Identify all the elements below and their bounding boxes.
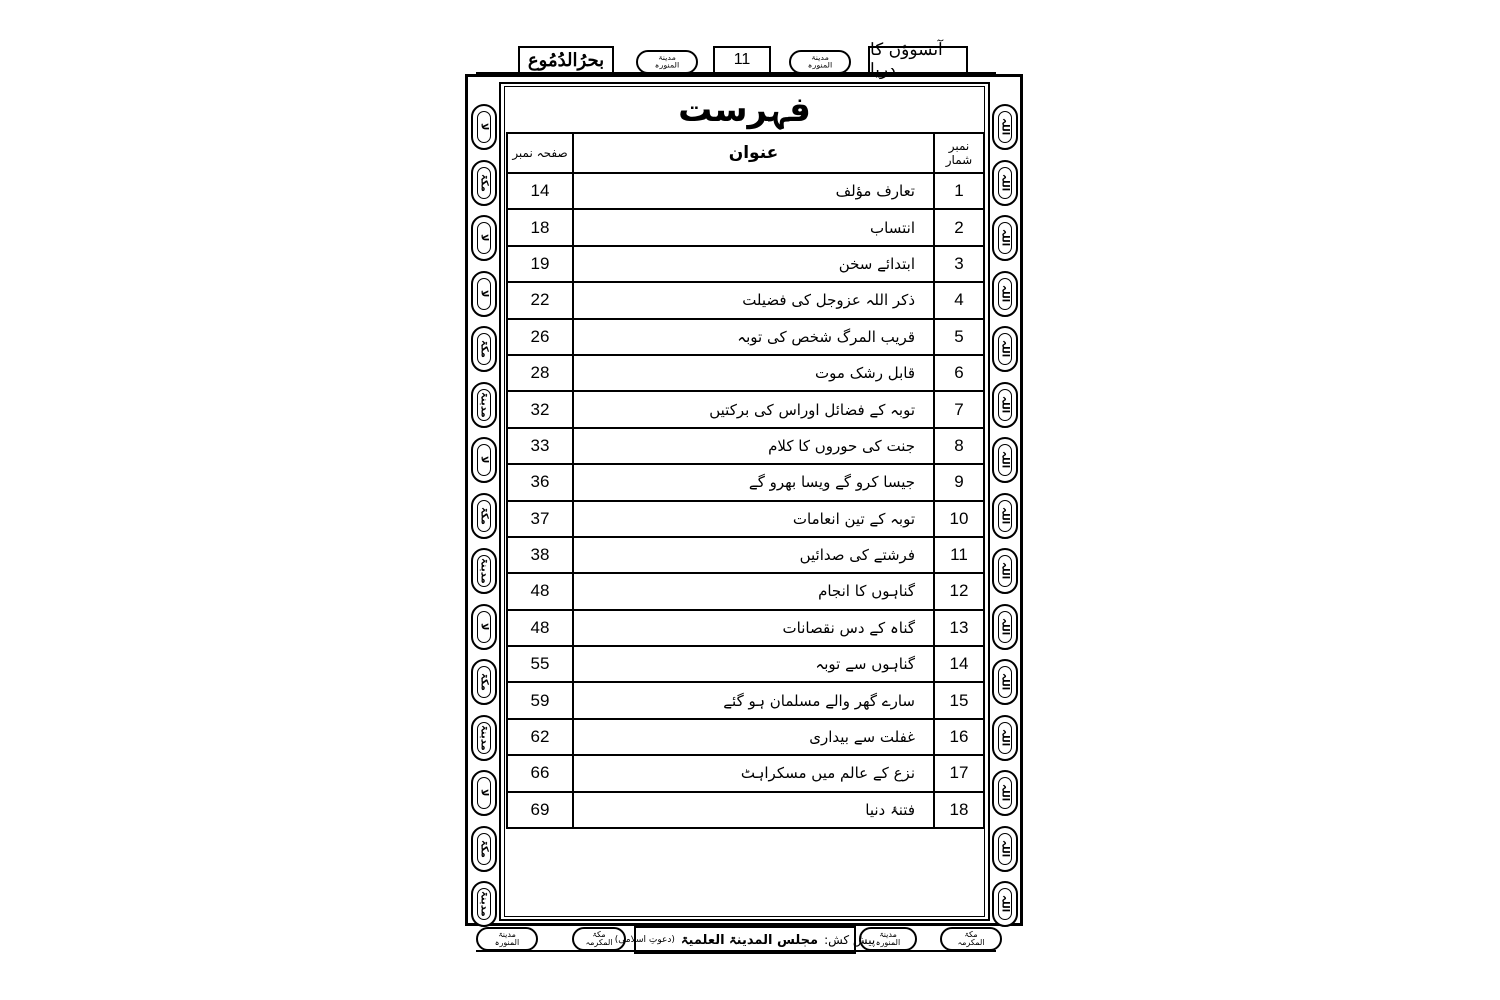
row-page-number: 14	[507, 173, 573, 209]
row-title: قابل رشک موت	[573, 355, 934, 391]
table-body	[507, 173, 984, 828]
border-cartouche	[471, 881, 497, 927]
border-cartouche	[471, 215, 497, 261]
border-cartouche	[992, 715, 1018, 761]
cartouche-text: اللہ	[999, 340, 1011, 358]
footer-pill-3	[859, 927, 917, 951]
row-serial-number: 1	[934, 173, 984, 209]
row-title: ذکر اللہ عزوجل کی فضیلت	[573, 282, 934, 318]
header-book-title-urdu: آنسوؤں کا دریا	[868, 46, 968, 74]
cartouche-text: اللہ	[999, 118, 1011, 136]
cartouche-text: مکۃ	[478, 340, 490, 358]
footer-pill-1	[476, 927, 538, 951]
table-row	[507, 282, 984, 318]
cartouche-text: لا	[478, 789, 490, 797]
row-title: گناہوں کا انجام	[573, 573, 934, 609]
header-pill-right	[789, 50, 851, 74]
cartouche-text: مدینۃ	[478, 391, 490, 418]
footer-pill-2-text: مکۃ المکرمہ	[585, 930, 613, 947]
row-page-number: 59	[507, 682, 573, 718]
cartouche-text: مکۃ	[478, 839, 490, 858]
row-page-number: 18	[507, 209, 573, 245]
cartouche-text: اللہ	[999, 673, 1011, 691]
row-title: توبہ کے فضائل اوراس کی برکتیں	[573, 391, 934, 427]
cartouche-text: مکۃ	[478, 173, 490, 192]
publisher-credit	[614, 926, 876, 954]
column-header-title: عنوان	[573, 133, 934, 173]
table-row	[507, 464, 984, 500]
cartouche-text: مکۃ	[478, 673, 490, 691]
row-title: سارے گھر والے مسلمان ہو گئے	[573, 682, 934, 718]
row-serial-number: 17	[934, 755, 984, 791]
border-cartouche	[471, 326, 497, 372]
footer-pill-3-text: مدینۃ المنورہ	[875, 930, 901, 947]
row-serial-number: 5	[934, 319, 984, 355]
cartouche-text: اللہ	[999, 728, 1011, 747]
border-cartouche	[992, 160, 1018, 206]
cartouche-text: لا	[478, 289, 490, 298]
border-cartouche	[992, 548, 1018, 594]
credit-name: مجلس المدینۃ العلمیۃ	[680, 932, 819, 948]
cartouche-text: اللہ	[999, 284, 1011, 303]
cartouche-text: مکۃ	[478, 506, 490, 525]
row-serial-number: 3	[934, 246, 984, 282]
row-page-number: 66	[507, 755, 573, 791]
border-cartouche	[992, 326, 1018, 372]
row-serial-number: 14	[934, 646, 984, 682]
border-cartouche	[992, 826, 1018, 872]
cartouche-text: اللہ	[999, 784, 1011, 802]
row-page-number: 62	[507, 719, 573, 755]
row-page-number: 37	[507, 501, 573, 537]
border-cartouche	[471, 437, 497, 483]
table-row	[507, 646, 984, 682]
border-cartouche	[471, 160, 497, 206]
table-row	[507, 573, 984, 609]
border-cartouche	[471, 826, 497, 872]
row-title: فرشتے کی صدائیں	[573, 537, 934, 573]
table-row	[507, 682, 984, 718]
row-serial-number: 2	[934, 209, 984, 245]
cartouche-text: لا	[478, 622, 490, 631]
row-title: تعارف مؤلف	[573, 173, 934, 209]
border-cartouche	[471, 715, 497, 761]
table-row	[507, 755, 984, 791]
cartouche-text: لا	[478, 234, 490, 242]
cartouche-text: مدینۃ	[478, 558, 490, 584]
contents-table	[506, 132, 985, 829]
border-cartouche	[992, 382, 1018, 428]
credit-prefix: پیش کش:	[824, 933, 876, 947]
cartouche-text: اللہ	[999, 617, 1011, 636]
row-serial-number: 16	[934, 719, 984, 755]
page-number: 11	[713, 46, 771, 74]
table-row	[507, 319, 984, 355]
table-row	[507, 501, 984, 537]
border-cartouche	[992, 493, 1018, 539]
border-cartouche	[471, 271, 497, 317]
row-serial-number: 12	[934, 573, 984, 609]
border-cartouche	[992, 604, 1018, 650]
row-title: جنت کی حوروں کا کلام	[573, 428, 934, 464]
row-page-number: 55	[507, 646, 573, 682]
page-title: فہرست	[678, 89, 811, 130]
row-serial-number: 6	[934, 355, 984, 391]
cartouche-text: مدینۃ	[478, 724, 490, 751]
row-title: نزع کے عالم میں مسکراہٹ	[573, 755, 934, 791]
cartouche-text: اللہ	[999, 173, 1011, 192]
border-cartouche	[471, 493, 497, 539]
table-row	[507, 610, 984, 646]
cartouche-text: مدینۃ	[478, 891, 490, 917]
row-title: گناہوں سے توبہ	[573, 646, 934, 682]
border-cartouche	[992, 770, 1018, 816]
table-row	[507, 428, 984, 464]
row-page-number: 19	[507, 246, 573, 282]
footer-pill-4-text: مکۃ المکرمہ	[957, 930, 985, 947]
row-serial-number: 15	[934, 682, 984, 718]
border-cartouche	[471, 659, 497, 705]
row-serial-number: 13	[934, 610, 984, 646]
table-header-row	[507, 133, 984, 173]
row-page-number: 32	[507, 391, 573, 427]
table-row	[507, 355, 984, 391]
row-serial-number: 18	[934, 792, 984, 828]
row-serial-number: 7	[934, 391, 984, 427]
row-title: ابتدائے سخن	[573, 246, 934, 282]
table-row	[507, 537, 984, 573]
footer-pill-1-text: مدینۃ المنورہ	[494, 930, 520, 947]
row-title: غفلت سے بیداری	[573, 719, 934, 755]
column-header-number: نمبر شمار	[934, 133, 984, 173]
row-page-number: 48	[507, 573, 573, 609]
table-row	[507, 246, 984, 282]
row-page-number: 69	[507, 792, 573, 828]
cartouche-text: اللہ	[999, 229, 1011, 247]
row-page-number: 26	[507, 319, 573, 355]
border-cartouche	[471, 382, 497, 428]
row-page-number: 36	[507, 464, 573, 500]
cartouche-text: لا	[478, 123, 490, 131]
border-cartouche	[471, 604, 497, 650]
column-header-page: صفحہ نمبر	[507, 133, 573, 173]
header-pill-right-text: مدینۃ المنورہ	[807, 53, 833, 70]
border-cartouche	[471, 770, 497, 816]
row-serial-number: 8	[934, 428, 984, 464]
table-row	[507, 173, 984, 209]
cartouche-text: لا	[478, 456, 490, 464]
row-title: قریب المرگ شخص کی توبہ	[573, 319, 934, 355]
row-title: انتساب	[573, 209, 934, 245]
cartouche-text: اللہ	[999, 839, 1011, 858]
header-pill-left-text: مدینۃ المنورہ	[654, 53, 680, 70]
border-cartouche	[992, 104, 1018, 150]
border-cartouche	[471, 104, 497, 150]
table-row	[507, 792, 984, 828]
header-pill-left	[636, 50, 698, 74]
row-page-number: 33	[507, 428, 573, 464]
row-title: جیسا کرو گے ویسا بھرو گے	[573, 464, 934, 500]
row-serial-number: 9	[934, 464, 984, 500]
row-serial-number: 4	[934, 282, 984, 318]
border-cartouche	[992, 271, 1018, 317]
table-row	[507, 719, 984, 755]
row-serial-number: 11	[934, 537, 984, 573]
row-page-number: 48	[507, 610, 573, 646]
row-page-number: 38	[507, 537, 573, 573]
cartouche-text: اللہ	[999, 395, 1011, 414]
table-row	[507, 391, 984, 427]
row-page-number: 22	[507, 282, 573, 318]
row-title: گناہ کے دس نقصانات	[573, 610, 934, 646]
border-cartouche	[992, 881, 1018, 927]
border-cartouche	[992, 215, 1018, 261]
border-cartouche	[992, 659, 1018, 705]
header-book-title-arabic: بحرُالدُمُوع	[518, 46, 614, 74]
table-row	[507, 209, 984, 245]
row-page-number: 28	[507, 355, 573, 391]
row-title: فتنۂ دنیا	[573, 792, 934, 828]
cartouche-text: اللہ	[999, 451, 1011, 469]
border-cartouche	[992, 437, 1018, 483]
row-title: توبہ کے تین انعامات	[573, 501, 934, 537]
cartouche-text: اللہ	[999, 506, 1011, 525]
cartouche-text: اللہ	[999, 562, 1011, 580]
footer-pill-4	[940, 927, 1002, 951]
cartouche-text: اللہ	[999, 895, 1011, 913]
credit-suffix: (دعوتِ اسلامی)	[614, 935, 675, 945]
row-serial-number: 10	[934, 501, 984, 537]
border-cartouche	[471, 548, 497, 594]
